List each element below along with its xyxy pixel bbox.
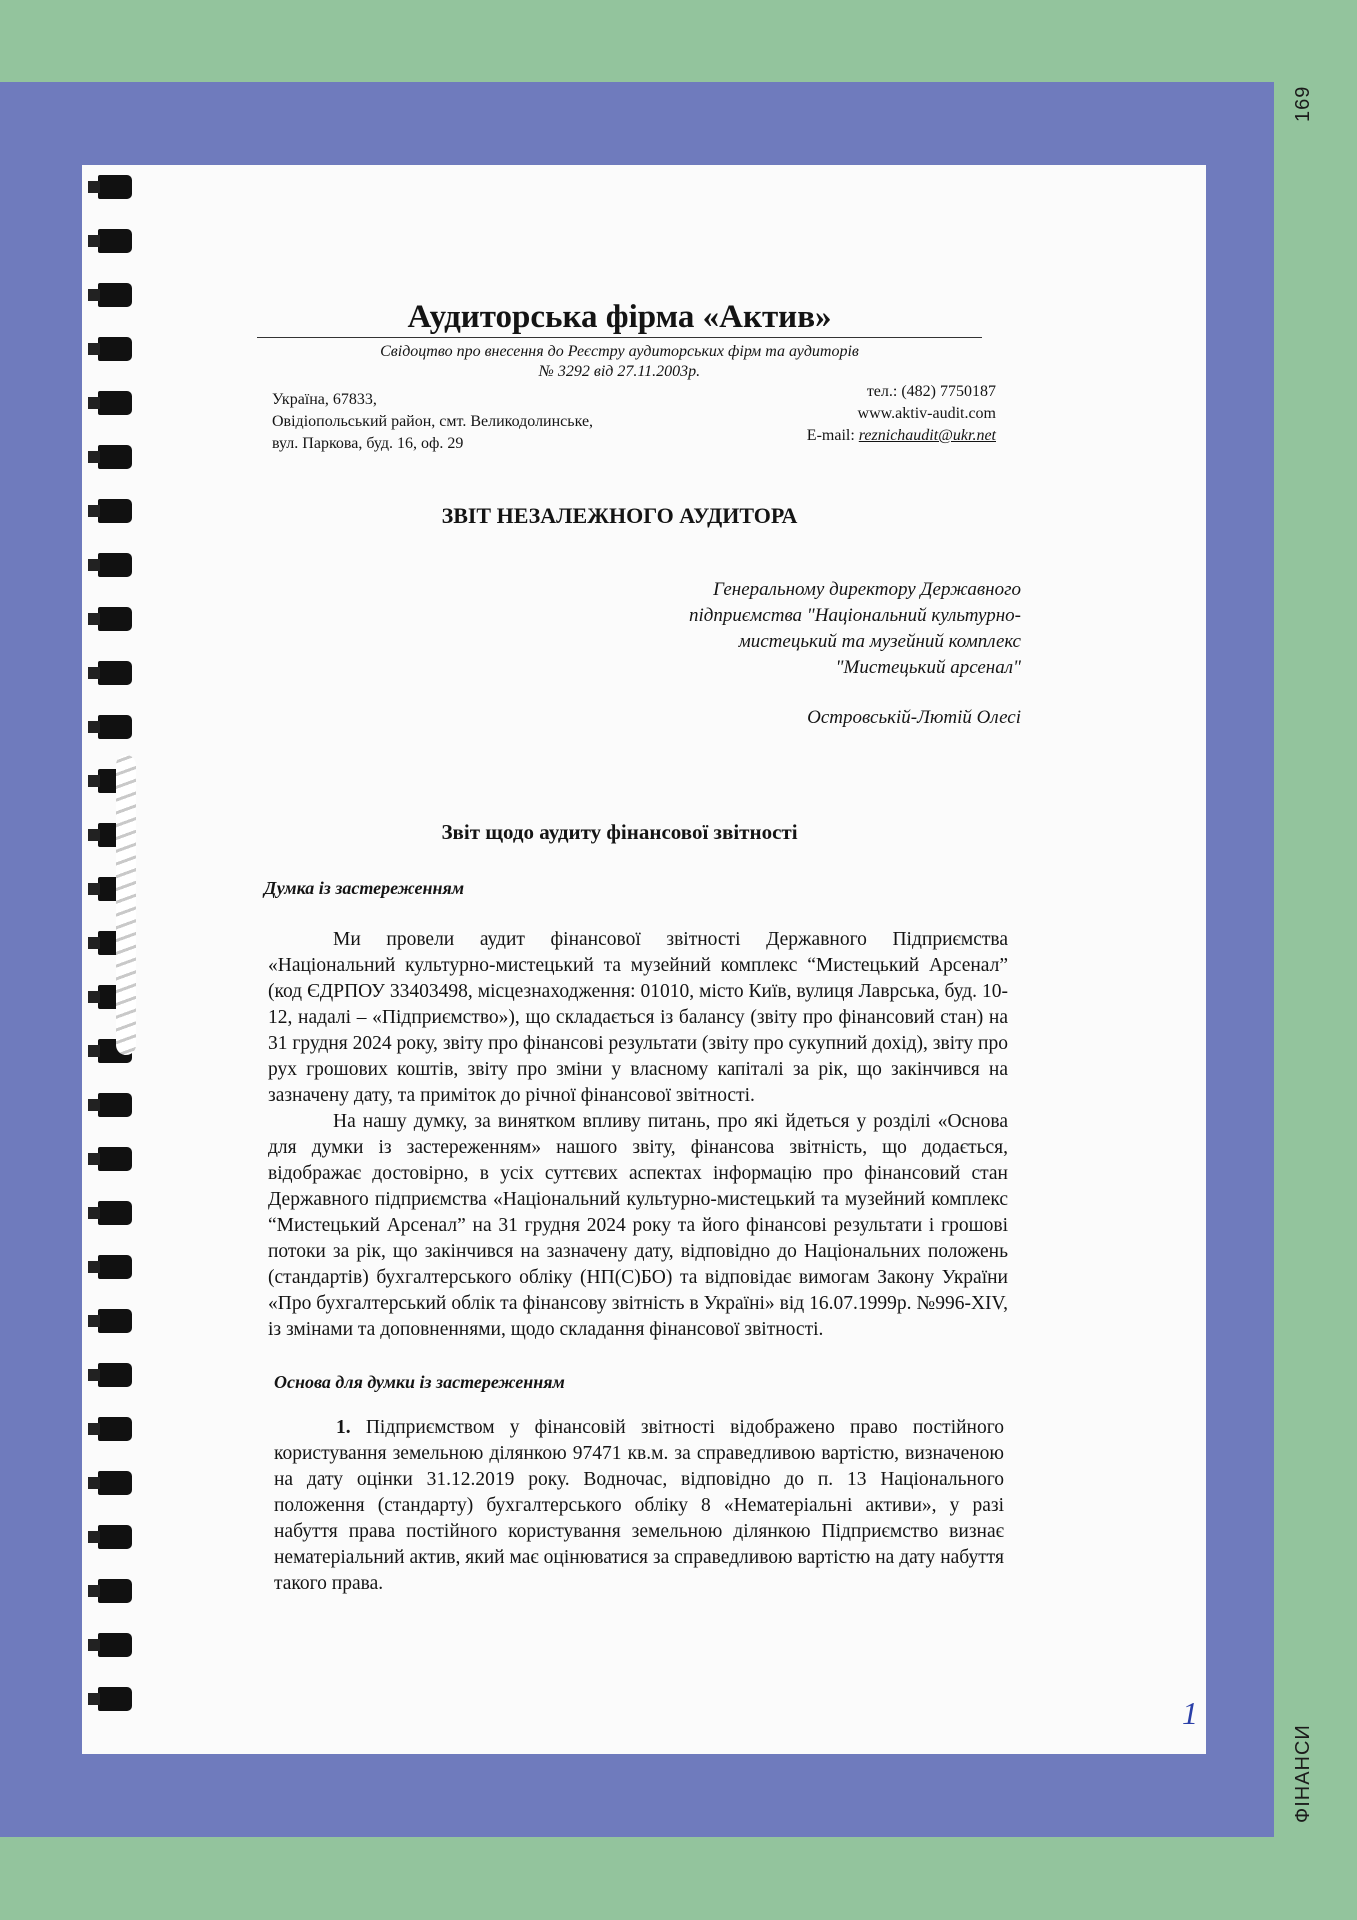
recipient-line: "Мистецький арсенал"	[835, 657, 1021, 678]
website: www.aktiv-audit.com	[857, 405, 996, 422]
recipient-line: підприємства "Національний культурно-	[688, 605, 1021, 626]
opinion-heading: Думка із застереженням	[264, 878, 465, 898]
opinion-text	[268, 927, 1008, 1343]
recipient-block	[551, 577, 1021, 681]
recipient-line: Генеральному директору Державного	[713, 579, 1021, 600]
opinion-paragraph: Ми провели аудит фінансової звітності Державного Підприємства «Національний культурно-мистецький та музейний комплекс “Мистецький Арсенал” (код ЄДРПОУ 33403498, місцезнаходження: 01010, місто Київ, вулиця Лаврська, буд. 10-12, надалі – «Підприємство»), що складається із балансу (звіту про фінансовий стан) на 31 грудня 2024 року, звіту про фінансові результати (звіту про сукупний дохід), звіту про рух грошових коштів, звіту про зміни у власному капіталі за рік, що закінчився на зазначену дату, та приміток до річної фінансової звітності.	[268, 929, 1008, 1106]
recipient-name: Островській-Лютій Олесі	[807, 707, 1021, 728]
section-title: Звіт щодо аудиту фінансової звітності	[441, 820, 798, 844]
handwritten-page-number: 1	[1182, 1695, 1198, 1731]
scanned-document-sheet	[82, 165, 1206, 1754]
email-line	[807, 427, 996, 445]
email-label: E-mail:	[806, 427, 859, 444]
basis-text: Підприємством у фінансовій звітності відображено право постійного користування земельною ділянкою 97471 кв.м. за справедливою вартістю, визначеною на дату оцінки 31.12.2019 року. Водночас, відповідно до п. 13 Національного положення (стандарту) бухгалтерського обліку 8 «Нематеріальні активи», у разі набуття права постійного користування земельною ділянкою Підприємство визнає нематеріальний актив, який має оцінюватися за справедливою вартістю на дату набуття такого права.	[274, 1417, 1005, 1594]
address-line-2: Овідіопольський район, смт. Великодолинське,	[272, 413, 594, 430]
address-line-3: вул. Паркова, буд. 16, оф. 29	[272, 435, 464, 452]
email-link[interactable]: reznichaudit@ukr.net	[858, 427, 996, 444]
audit-report-document	[82, 165, 1206, 1754]
basis-heading: Основа для думки із застереженням	[274, 1372, 565, 1392]
opinion-paragraph: На нашу думку, за винятком впливу питань, про які йдеться у розділі «Основа для думки із застереженням» нашого звіту, фінансова звітність, що додається, відображає достовірно, в усіх суттєвих аспектах інформацію про фінансовий стан Державного підприємства «Національний культурно-мистецький та музейний комплекс “Мистецький Арсенал” на 31 грудня 2024 року та його фінансові результати і грошові потоки за рік, що закінчився на зазначену дату, відповідно до Національних положень (стандартів) бухгалтерського обліку (НП(С)БО) та відповідає вимогам Закону України «Про бухгалтерський облік та фінансову звітність в Україні» від 16.07.1999р. №996-XIV, із змінами та доповненнями, щодо складання фінансової звітності.	[268, 1111, 1008, 1340]
recipient-line: мистецький та музейний комплекс	[738, 631, 1021, 652]
certificate-number: № 3292 від 27.11.2003р.	[538, 363, 701, 380]
address-line-1: Україна, 67833,	[272, 391, 377, 408]
letterhead-divider	[257, 337, 982, 338]
certificate-line: Свідоцтво про внесення до Реєстру аудиторських фірм та аудиторів	[380, 343, 859, 360]
report-title: ЗВІТ НЕЗАЛЕЖНОГО АУДИТОРА	[441, 503, 798, 528]
basis-item-number: 1.	[336, 1417, 351, 1438]
firm-name: Аудиторська фірма «Актив»	[407, 299, 832, 335]
magazine-section-label: ФІНАНСИ	[1292, 1724, 1314, 1824]
magazine-page-number: 169	[1292, 85, 1314, 123]
phone: тел.: (482) 7750187	[866, 383, 996, 400]
basis-paragraph	[274, 1415, 1004, 1597]
